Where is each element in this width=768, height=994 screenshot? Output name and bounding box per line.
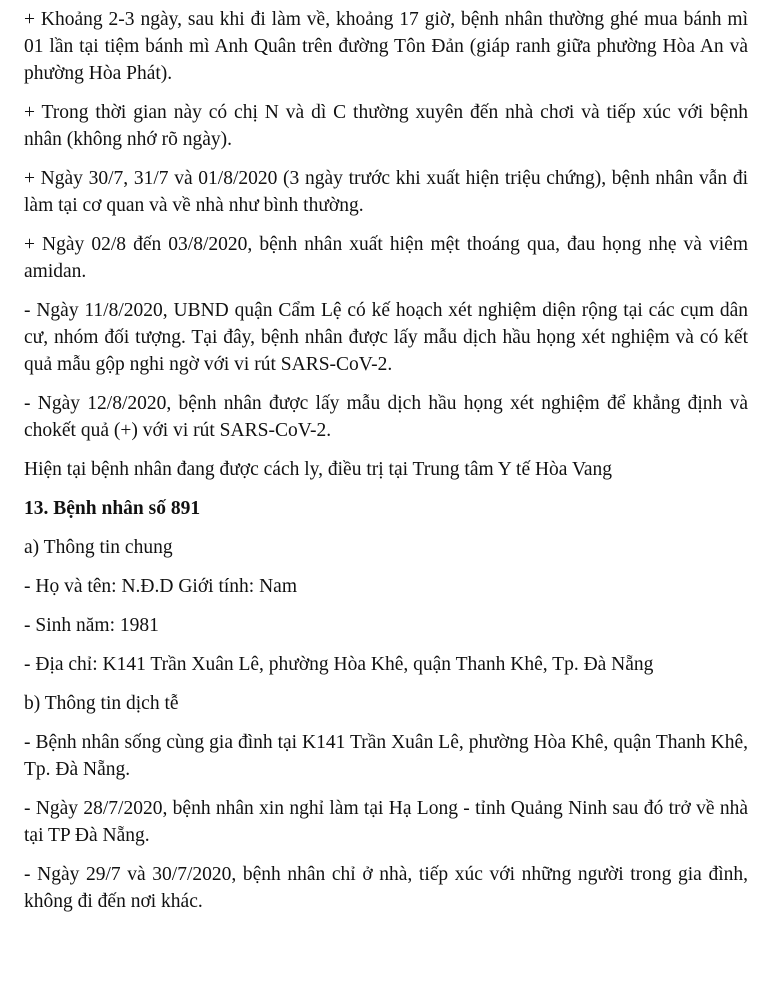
field-birth-year: - Sinh năm: 1981: [24, 615, 159, 636]
paragraph-stayed-home: - Ngày 29/7 và 30/7/2020, bệnh nhân chỉ ở nhà, tiếp xúc với những người trong gia đình, không đi đến nơi khác.: [24, 864, 748, 912]
paragraph-work-days: + Ngày 30/7, 31/7 và 01/8/2020 (3 ngày trước khi xuất hiện triệu chứng), bệnh nhân vẫn đi làm tại cơ quan và về nhà như bình thường.: [24, 168, 748, 216]
section-heading-patient-891: 13. Bệnh nhân số 891: [24, 498, 201, 519]
document-page: [24, 6, 748, 927]
paragraph-confirmation-test: - Ngày 12/8/2020, bệnh nhân được lấy mẫu dịch hầu họng xét nghiệm để khẳng định và chokết quả (+) với vi rút SARS-CoV-2.: [24, 393, 748, 441]
paragraph-visitors: + Trong thời gian này có chị N và dì C thường xuyên đến nhà chơi và tiếp xúc với bệnh nhân (không nhớ rõ ngày).: [24, 102, 748, 150]
paragraph-symptoms: + Ngày 02/8 đến 03/8/2020, bệnh nhân xuất hiện mệt thoáng qua, đau họng nhẹ và viêm amidan.: [24, 234, 748, 282]
paragraph-current-status: Hiện tại bệnh nhân đang được cách ly, điều trị tại Trung tâm Y tế Hòa Vang: [24, 459, 613, 480]
paragraph-lives-with-family: - Bệnh nhân sống cùng gia đình tại K141 Trần Xuân Lê, phường Hòa Khê, quận Thanh Khê, Tp. Đà Nẵng.: [24, 732, 748, 780]
field-name-gender: - Họ và tên: N.Đ.D Giới tính: Nam: [24, 576, 297, 597]
paragraph-return-from-ha-long: - Ngày 28/7/2020, bệnh nhân xin nghỉ làm tại Hạ Long - tỉnh Quảng Ninh sau đó trở về nhà tại TP Đà Nẵng.: [24, 798, 748, 846]
paragraph-bakery-visits: + Khoảng 2-3 ngày, sau khi đi làm về, khoảng 17 giờ, bệnh nhân thường ghé mua bánh mì 01 lần tại tiệm bánh mì Anh Quân trên đường Tôn Đản (giáp ranh giữa phường Hòa An và phường Hòa Phát).: [24, 9, 748, 84]
field-address: - Địa chỉ: K141 Trần Xuân Lê, phường Hòa Khê, quận Thanh Khê, Tp. Đà Nẵng: [24, 654, 654, 675]
paragraph-mass-testing: - Ngày 11/8/2020, UBND quận Cẩm Lệ có kế hoạch xét nghiệm diện rộng tại các cụm dân cư, nhóm đối tượng. Tại đây, bệnh nhân được lấy mẫu dịch hầu họng xét nghiệm và có kết quả mẫu gộp nghi ngờ với vi rút SARS-CoV-2.: [24, 300, 748, 375]
subheading-epidemiology: b) Thông tin dịch tễ: [24, 693, 179, 714]
subheading-general-info: a) Thông tin chung: [24, 537, 173, 558]
